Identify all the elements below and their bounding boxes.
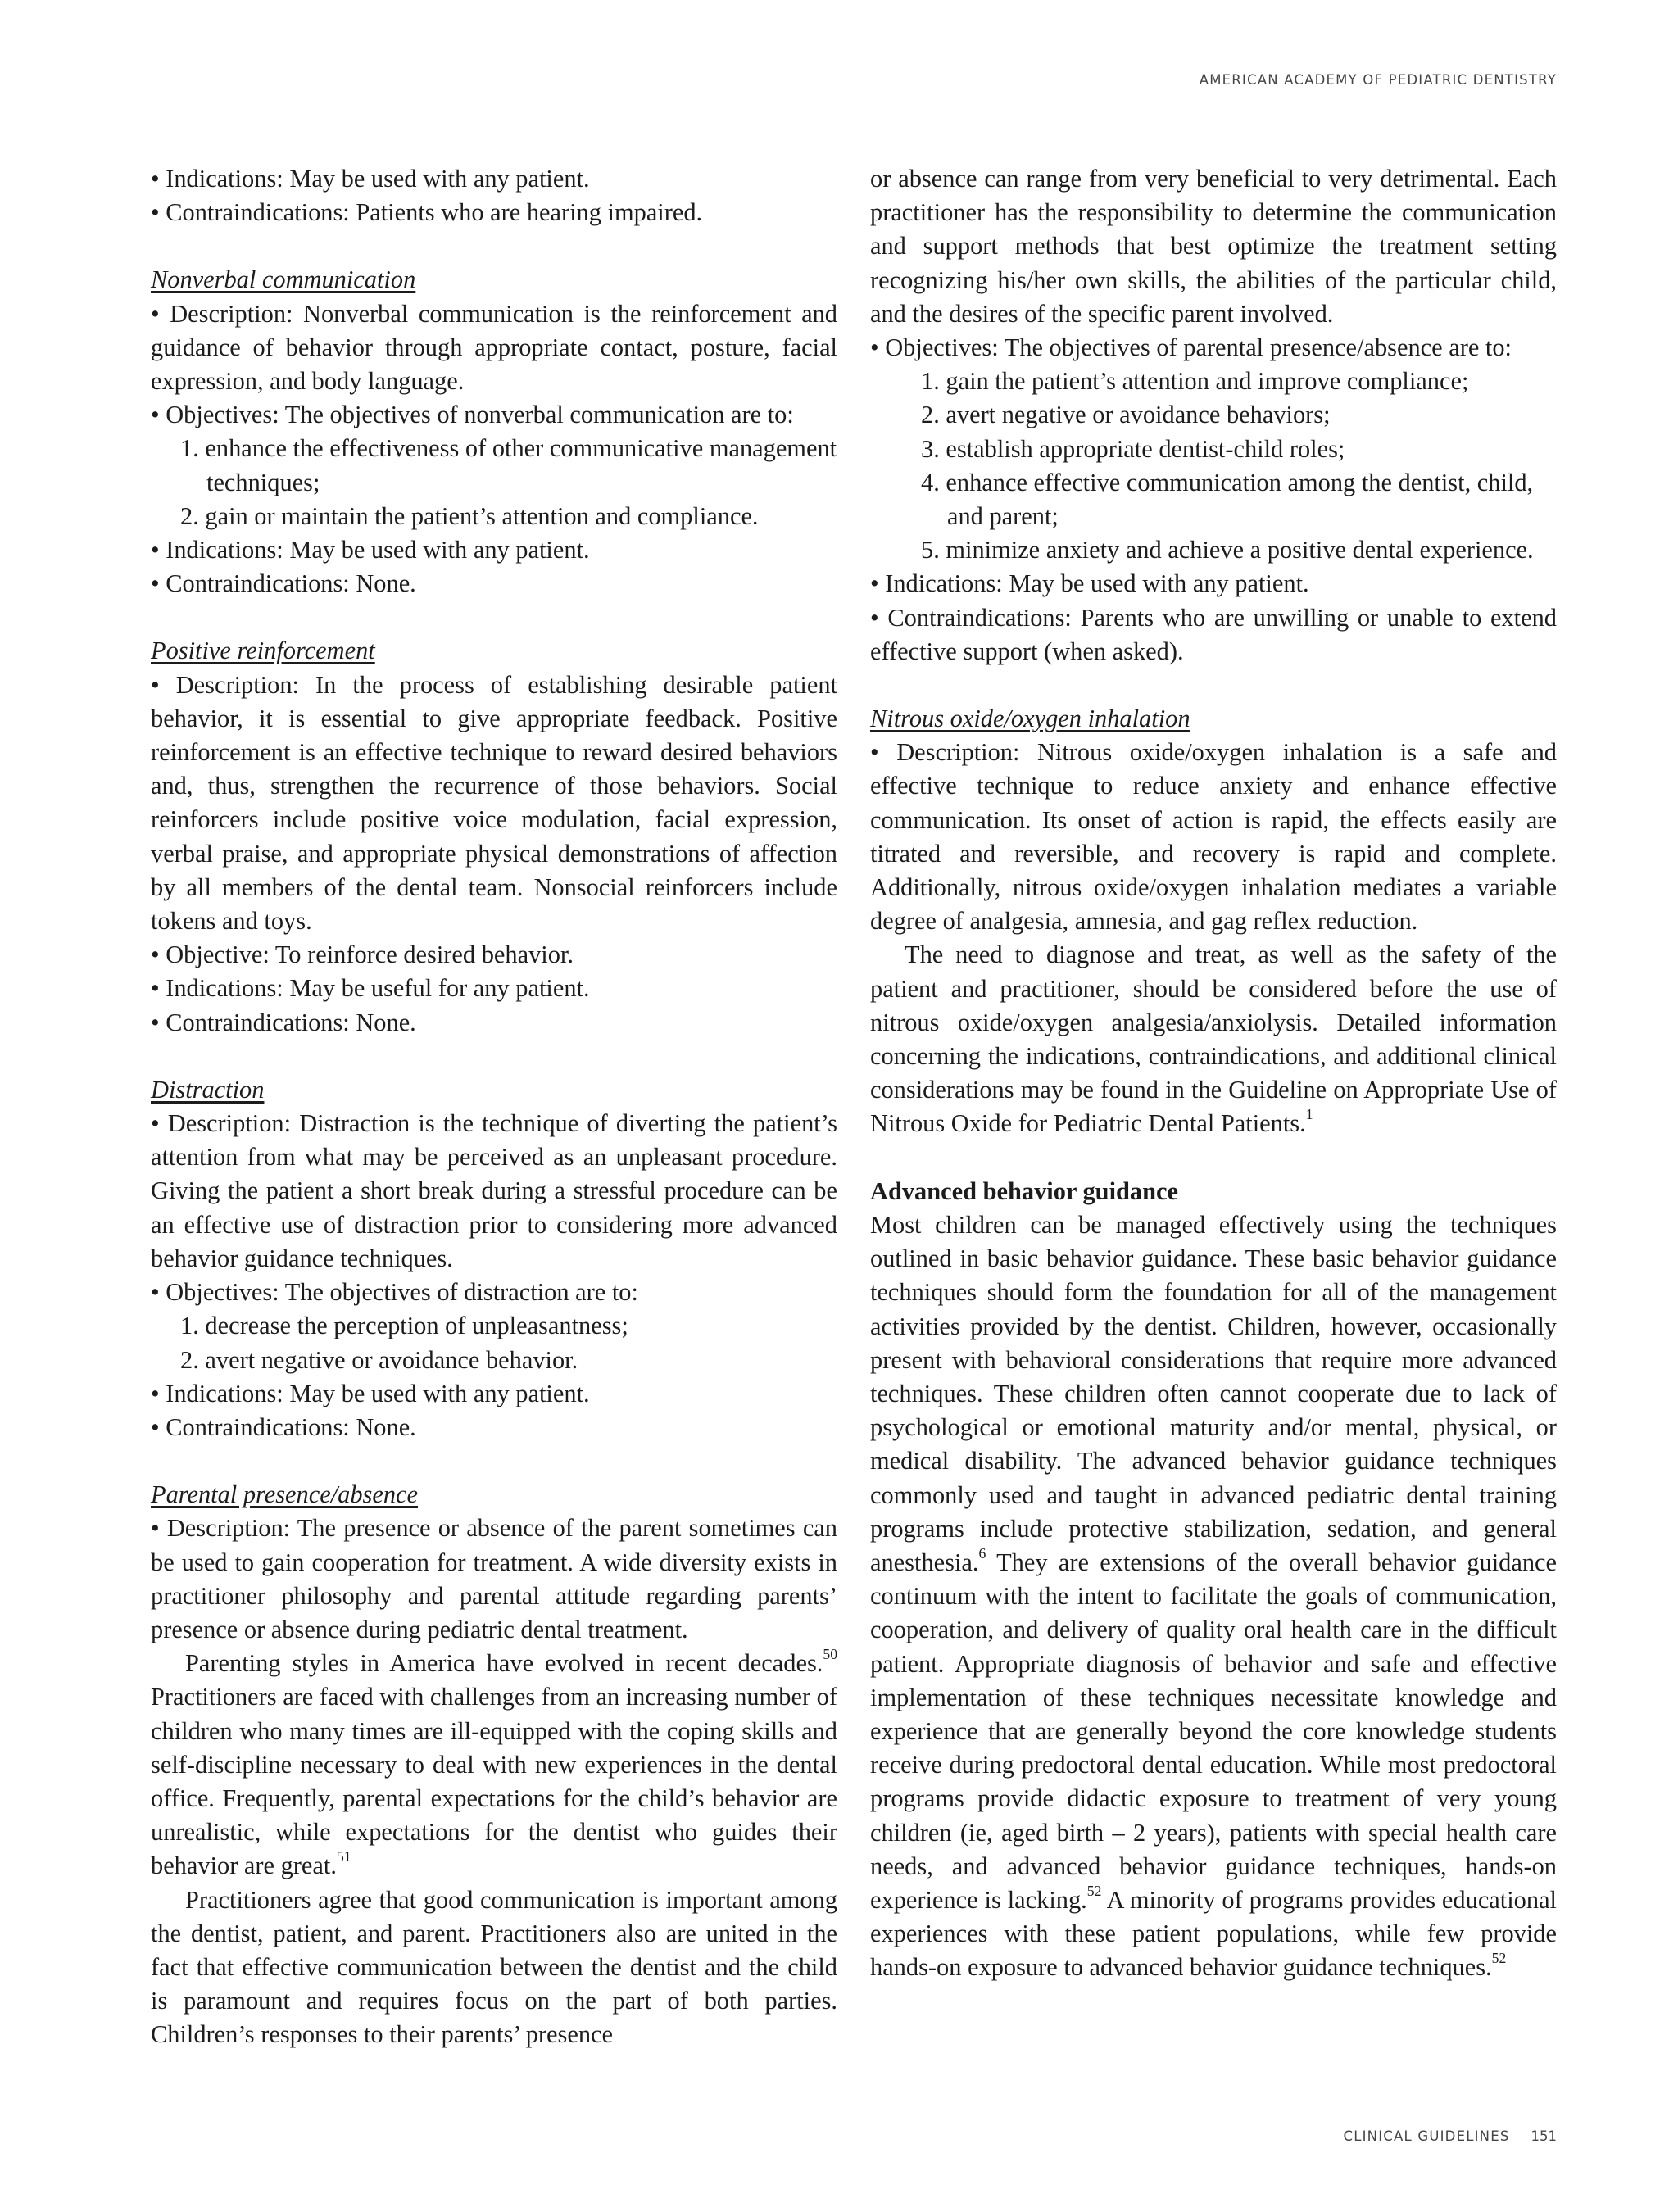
parental-continuation: or absence can range from very beneficial to very detrimental. Each practitioner has the responsibility to determine the communication and support methods that best optimize the treatment setting recognizing his/her own skills, the abilities of the particular child, and the desires of the specific parent involved. [870,165,1557,328]
section-title-nitrous-oxide: Nitrous oxide/oxygen inhalation [870,705,1190,733]
parental-objective-item: 4. enhance effective communication among the dentist, child, and parent; [921,468,1534,531]
right-column [870,162,1557,1985]
nonverbal-objective-item: 2. gain or maintain the patient’s attention and compliance. [180,501,759,530]
parental-paragraph [151,1647,837,1883]
parental-paragraph: Practitioners agree that good communication is important among the dentist, patient, and parent. Practitioners also are united in the fact that effective communication between the dentist and the child is paramount and requires focus on the part of both parties. Children’s responses to their parents’ presence [151,1885,837,2049]
paragraph-text: Practitioners are faced with challenges from an increasing number of children who many times are ill-equipped with the coping skills and self-discipline necessary to deal with new experiences in the dental office. Frequently, parental expectations for the child’s behavior are unrealistic, while expectations for the dentist who guides their behavior are great. [151,1683,837,1880]
running-header: AMERICAN ACADEMY OF PEDIATRIC DENTISTRY [1199,72,1557,88]
paragraph-text: Most children can be managed effectively using the techniques outlined in basic behavior guidance. These basic behavior guidance techniques should form the foundation for all of the management activities provided by the dentist. Children, however, occasionally present with behavioral considerations that require more advanced techniques. These children often cannot cooperate due to lack of psychological or emotional maturity and/or mental, physical, or medical disability. The advanced behavior guidance techniques commonly used and taught in advanced pediatric dental training programs include protective stabilization, sedation, and general anesthesia. [870,1210,1557,1576]
paragraph-text: A minority of programs provides educational experiences with these patient populations, while few provide hands-on exposure to advanced behavior guidance techniques. [870,1885,1558,1982]
section-title-nonverbal: Nonverbal communication [151,265,416,294]
section-title-parental-presence: Parental presence/absence [151,1480,419,1509]
paragraph-text: Parenting styles in America have evolved in recent decades. [185,1649,823,1678]
section-title-distraction: Distraction [151,1075,265,1104]
nonverbal-contraindications: • Contraindications: None. [151,569,416,598]
nonverbal-description: • Description: Nonverbal communication is the reinforcement and guidance of behavior through appropriate contact, posture, facial expression, and body language. [151,299,837,396]
citation-ref: 50 [823,1646,837,1663]
distraction-contraindications: • Contraindications: None. [151,1412,416,1441]
distraction-objectives: • Objectives: The objectives of distraction are to: [151,1278,638,1307]
parental-contraindications: • Contraindications: Parents who are unwilling or unable to extend effective support (when asked). [870,603,1557,665]
citation-ref: 52 [1086,1882,1102,1899]
citation-ref: 51 [336,1848,351,1865]
nonverbal-objective-item: 1. enhance the effectiveness of other communicative management techniques; [180,434,837,496]
parental-objective-item: 5. minimize anxiety and achieve a positive dental experience. [921,536,1534,564]
parental-objective-item: 3. establish appropriate dentist-child roles; [921,434,1345,463]
nitrous-description: • Description: Nitrous oxide/oxygen inhalation is a safe and effective technique to reduce anxiety and enhance effective communication. Its onset of action is rapid, the effects easily are titrated and reversible, and recovery is rapid and complete. Additionally, nitrous oxide/oxygen inhalation mediates a variable degree of analgesia, amnesia, and gag reflex reduction. [870,738,1557,936]
positive-objective: • Objective: To reinforce desired behavior. [151,941,574,969]
positive-description: • Description: In the process of establishing desirable patient behavior, it is essential to give appropriate feedback. Positive reinforcement is an effective technique to reward desired behaviors and, thus, strengthen the recurrence of those behaviors. Social reinforcers include positive voice modulation, facial expression, verbal praise, and appropriate physical demonstrations of affection by all members of the dental team. Nonsocial reinforcers include tokens and toys. [151,670,837,936]
nonverbal-indications: • Indications: May be used with any patient. [151,536,590,564]
parental-indications: • Indications: May be used with any patient. [870,569,1309,598]
intro-indications: • Indications: May be used with any patient. [151,165,590,193]
paragraph-text: The need to diagnose and treat, as well as the safety of the patient and practitioner, should be considered before the use of nitrous oxide/oxygen analgesia/anxiolysis. Detailed information concerning the indications, contraindications, and additional clinical considerations may be found in the Guideline on Appropriate Use of Nitrous Oxide for Pediatric Dental Patients. [870,941,1557,1138]
positive-indications: • Indications: May be useful for any patient. [151,974,590,1003]
nitrous-paragraph [870,938,1557,1140]
parental-objective-item: 1. gain the patient’s attention and improve compliance; [921,367,1469,396]
left-column [151,162,837,2052]
citation-ref: 6 [978,1544,986,1562]
page-number: 151 [1531,2128,1557,2144]
parental-objective-item: 2. avert negative or avoidance behaviors; [921,401,1331,429]
section-title-positive-reinforcement: Positive reinforcement [151,637,375,665]
distraction-description: • Description: Distraction is the technique of diverting the patient’s attention from what may be perceived as an unpleasant procedure. Giving the patient a short break during a stressful procedure can be an effective use of distraction prior to considering more advanced behavior guidance techniques. [151,1109,837,1272]
parental-description: • Description: The presence or absence of the parent sometimes can be used to gain cooperation for treatment. A wide diversity exists in practitioner philosophy and parental attitude regarding parents’ presence or absence during pediatric dental treatment. [151,1514,837,1643]
footer-section: CLINICAL GUIDELINES [1343,2128,1510,2144]
distraction-indications: • Indications: May be used with any patient. [151,1379,590,1407]
citation-ref: 1 [1305,1106,1313,1123]
intro-contraindications: • Contraindications: Patients who are hearing impaired. [151,198,703,227]
parental-objectives: • Objectives: The objectives of parental presence/absence are to: [870,333,1512,362]
distraction-objective-item: 2. avert negative or avoidance behavior. [180,1345,578,1374]
nonverbal-objectives: • Objectives: The objectives of nonverbal communication are to: [151,401,794,429]
citation-ref: 52 [1491,1950,1507,1967]
positive-contraindications: • Contraindications: None. [151,1008,416,1036]
paragraph-text: They are extensions of the overall behavior guidance continuum with the intent to facilitate the goals of communication, cooperation, and delivery of quality oral health care in the difficult patient. Appropriate diagnosis of behavior and safe and effective implementation of these techniques necessitate knowledge and experience that are generally beyond the core knowledge students receive during predoctoral dental education. While most predoctoral programs provide didactic exposure to treatment of very young children (ie, aged birth – 2 years), patients with special health care needs, and advanced behavior guidance techniques, hands-on experience is lacking. [870,1548,1557,1914]
distraction-objective-item: 1. decrease the perception of unpleasantness; [180,1312,628,1340]
advanced-paragraph [870,1208,1557,1985]
running-footer [1344,2128,1558,2144]
heading-advanced-behavior-guidance: Advanced behavior guidance [870,1176,1178,1205]
